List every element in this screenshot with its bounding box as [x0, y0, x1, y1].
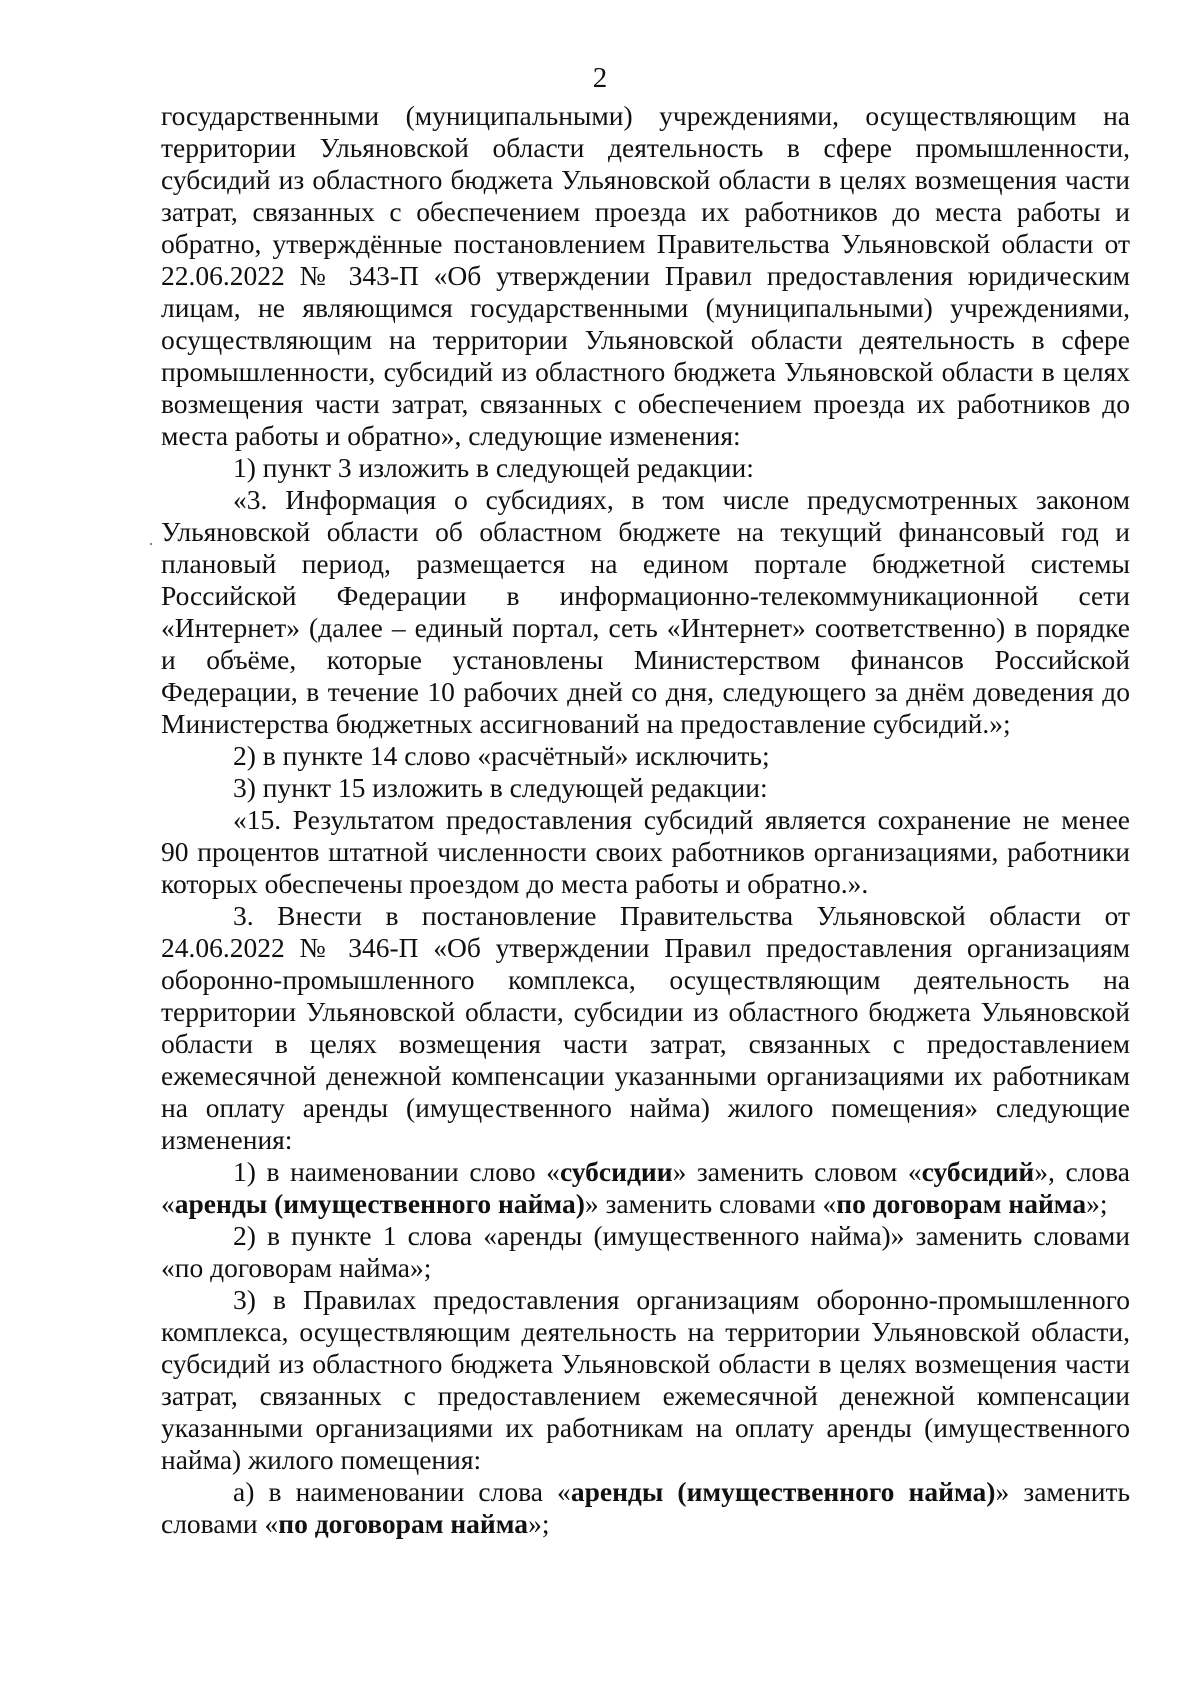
document-body: [161, 100, 1130, 1540]
text-run: 2) в пункте 1 слова «аренды (имущественного найма)» заменить словами «по договорам найма»;: [161, 1220, 1130, 1283]
text-run: »;: [528, 1508, 550, 1539]
bold-text-run: по договорам найма: [836, 1188, 1087, 1219]
bold-text-run: аренды (имущественного найма): [174, 1188, 585, 1219]
text-run: 3) в Правилах предоставления организациям оборонно-промышленного комплекса, осуществляющим деятельность на территории Ульяновской области, субсидий из областного бюджета Ульяновской области в целях возмещения части затрат, связанных с предоставлением ежемесячной денежной компенсации указанными организациями их работникам на оплату аренды (имущественного найма) жилого помещения:: [161, 1284, 1130, 1475]
paragraph: [161, 1284, 1130, 1476]
text-run: 3. Внести в постановление Правительства Ульяновской области от 24.06.2022 № 346-П «Об утверждении Правил предоставления организациям оборонно-промышленного комплекса, осуществляющим деятельность на территории Ульяновской области, субсидии из областного бюджета Ульяновской области в целях возмещения части затрат, связанных с предоставлением ежемесячной денежной компенсации указанными организациями их работникам на оплату аренды (имущественного найма) жилого помещения» следующие изменения:: [161, 900, 1130, 1155]
margin-mark: [150, 543, 152, 545]
paragraph: [161, 740, 1130, 772]
text-run: 2) в пункте 14 слово «расчётный» исключить;: [233, 740, 770, 771]
bold-text-run: субсидий: [921, 1156, 1035, 1187]
paragraph: [161, 772, 1130, 804]
text-run: » заменить словом «: [672, 1156, 922, 1187]
text-run: «3. Информация о субсидиях, в том числе предусмотренных законом Ульяновской области об областном бюджете на текущий финансовый год и плановый период, размещается на едином портале бюджетной системы Российской Федерации в информационно-телекоммуникационной сети «Интернет» (далее – единый портал, сеть «Интернет» соответственно) в порядке и объёме, которые установлены Министерством финансов Российской Федерации, в течение 10 рабочих дней со дня, следующего за днём доведения до Министерства бюджетных ассигнований на предоставление субсидий.»;: [161, 484, 1130, 739]
text-run: »;: [1086, 1188, 1108, 1219]
text-run: 3) пункт 15 изложить в следующей редакции:: [233, 772, 768, 803]
text-run: », слова «: [161, 1156, 1131, 1219]
paragraph: [161, 452, 1130, 484]
bold-text-run: субсидии: [559, 1156, 673, 1187]
text-run: а) в наименовании слова «: [233, 1476, 571, 1507]
text-run: 1) в наименовании слово «: [233, 1156, 560, 1187]
text-run: » заменить словами «: [584, 1188, 837, 1219]
paragraph: [161, 900, 1130, 1156]
paragraph: [161, 1220, 1130, 1284]
text-run: государственными (муниципальными) учреждениями, осуществляющим на территории Ульяновской области деятельность в сфере промышленности, субсидий из областного бюджета Ульяновской области в целях возмещения части затрат, связанных с обеспечением проезда их работников до места работы и обратно, утверждённые постановлением Правительства Ульяновской области от 22.06.2022 № 343-П «Об утверждении Правил предоставления юридическим лицам, не являющимся государственными (муниципальными) учреждениями, осуществляющим на территории Ульяновской области деятельность в сфере промышленности, субсидий из областного бюджета Ульяновской области в целях возмещения части затрат, связанных с обеспечением проезда их работников до места работы и обратно», следующие изменения:: [161, 100, 1130, 451]
paragraph: [161, 1476, 1130, 1540]
bold-text-run: аренды (имущественного найма): [570, 1476, 996, 1507]
text-run: 1) пункт 3 изложить в следующей редакции:: [233, 452, 754, 483]
paragraph: [161, 484, 1130, 740]
bold-text-run: по договорам найма: [278, 1508, 529, 1539]
paragraph: [161, 100, 1130, 452]
page-number: 2: [592, 62, 608, 94]
paragraph: [161, 1156, 1130, 1220]
text-run: » заменить словами «: [161, 1476, 1131, 1539]
paragraph: [161, 804, 1130, 900]
text-run: «15. Результатом предоставления субсидий является сохранение не менее 90 процентов штатной численности своих работников организациями, работники которых обеспечены проездом до места работы и обратно.».: [161, 804, 1130, 899]
